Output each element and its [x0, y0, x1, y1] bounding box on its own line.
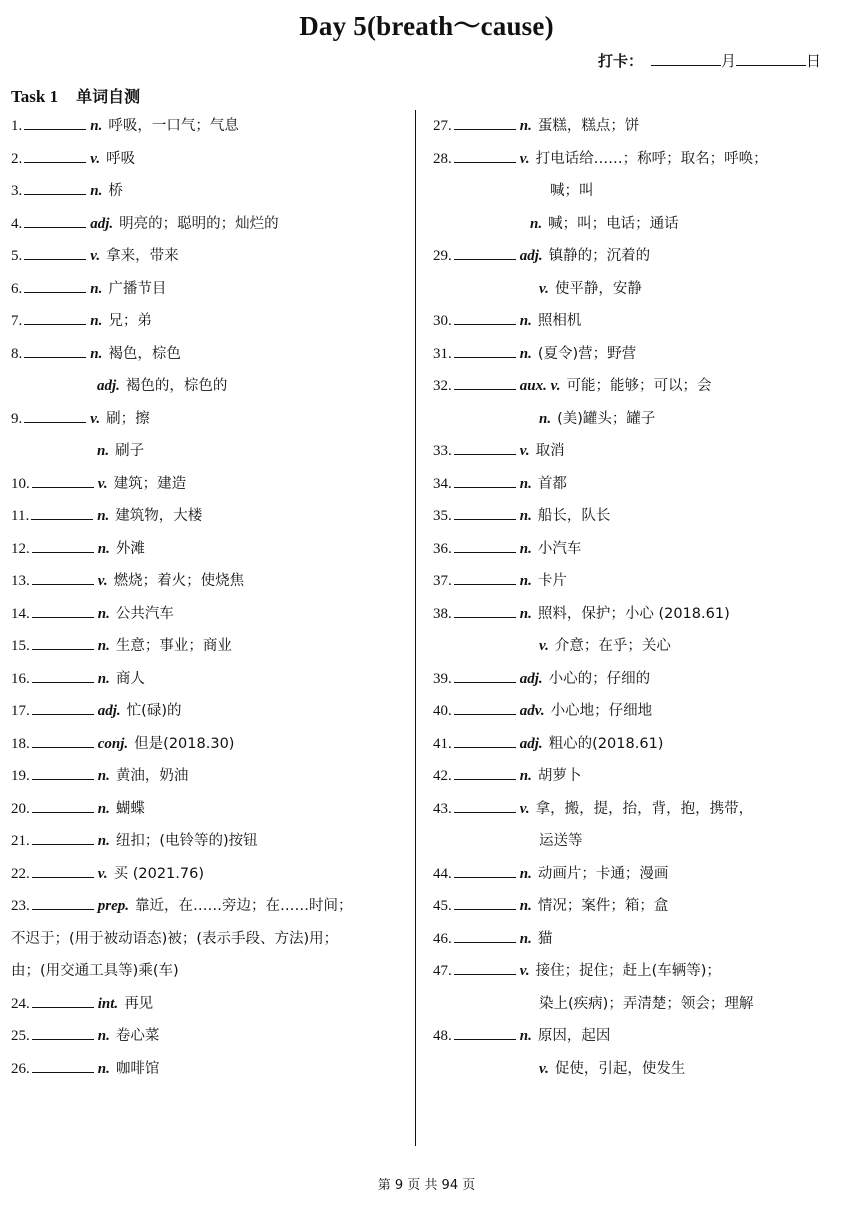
item-number: 25.	[11, 1028, 30, 1044]
part-of-speech: aux. v.	[519, 378, 561, 394]
item-number: 37.	[433, 573, 452, 589]
item-number: 16.	[11, 670, 30, 687]
meaning-text: 褐色，棕色	[108, 345, 181, 362]
vocab-line	[11, 468, 406, 501]
meaning-text: 打电话给……；称呼；取名；呼唤；	[535, 150, 768, 167]
item-number: 30.	[433, 313, 452, 329]
vocab-line	[11, 630, 406, 663]
vocab-line	[433, 890, 833, 923]
meaning-text: 褐色的，棕色的	[125, 378, 228, 394]
meaning-text: 刷；擦	[106, 410, 150, 427]
vocab-line	[11, 403, 406, 436]
meaning-text: 介意；在乎；关心	[554, 638, 671, 654]
answer-blank[interactable]	[454, 375, 516, 390]
part-of-speech: n.	[519, 865, 532, 882]
vocab-line	[11, 598, 406, 631]
vocab-line	[433, 663, 833, 696]
vocab-line	[11, 955, 406, 988]
part-of-speech: adj.	[519, 248, 543, 264]
vocab-line	[433, 630, 833, 663]
vocab-line	[11, 858, 406, 891]
meaning-text: 照相机	[537, 313, 582, 329]
vocab-line	[433, 793, 833, 826]
item-number: 46.	[433, 930, 452, 947]
meaning-text: 卷心菜	[115, 1028, 160, 1044]
part-of-speech: n.	[519, 768, 532, 784]
meaning-text: 照料，保护；小心 (2018.61)	[537, 605, 730, 622]
meaning-text: 纽扣；(电铃等的)按钮	[115, 833, 258, 849]
item-number: 26.	[11, 1060, 30, 1077]
vocab-line	[433, 403, 833, 436]
answer-blank[interactable]	[454, 863, 516, 878]
part-of-speech: conj.	[97, 735, 129, 752]
meaning-text: 燃烧；着火；使烧焦	[113, 573, 245, 589]
part-of-speech: v.	[519, 150, 530, 167]
vocab-line	[433, 273, 833, 306]
part-of-speech: v.	[97, 573, 108, 589]
vocab-line	[433, 825, 833, 858]
item-number: 42.	[433, 768, 452, 784]
part-of-speech: n.	[519, 1028, 532, 1044]
answer-blank[interactable]	[454, 928, 516, 943]
answer-blank[interactable]	[454, 115, 516, 130]
part-of-speech: n.	[90, 118, 103, 134]
item-number: 9.	[11, 410, 23, 427]
vocab-line	[11, 793, 406, 826]
meaning-text: 小心的；仔细的	[548, 670, 651, 687]
answer-blank[interactable]	[31, 505, 93, 520]
item-number: 4.	[11, 215, 23, 232]
item-number: 5.	[11, 248, 23, 264]
part-of-speech: n.	[97, 833, 110, 849]
vocab-line	[433, 208, 833, 241]
vocab-line	[11, 110, 406, 143]
vocab-line	[433, 468, 833, 501]
part-of-speech: n.	[90, 345, 103, 362]
task-heading	[11, 84, 140, 107]
meaning-text: 镇静的；沉着的	[548, 248, 651, 264]
day-blank[interactable]	[736, 65, 806, 66]
item-number: 3.	[11, 183, 23, 199]
answer-blank[interactable]	[24, 213, 86, 228]
checkin-line	[598, 50, 821, 71]
meaning-text: 刷子	[115, 443, 145, 459]
day-label: 日	[805, 52, 821, 70]
item-number: 19.	[11, 768, 30, 784]
meaning-text: 取消	[535, 443, 565, 459]
item-number: 13.	[11, 573, 30, 589]
item-number: 43.	[433, 800, 452, 817]
task-name: 单词自测	[76, 87, 141, 106]
part-of-speech: n.	[519, 898, 532, 914]
vocab-line	[433, 1020, 833, 1053]
item-number: 29.	[433, 248, 452, 264]
meaning-text: 喊；叫；电话；通话	[548, 215, 679, 232]
answer-blank[interactable]	[32, 700, 94, 715]
meaning-text: 外滩	[115, 540, 145, 557]
answer-blank[interactable]	[24, 278, 86, 293]
vocab-line	[11, 923, 406, 956]
vocab-line	[433, 143, 833, 176]
answer-blank[interactable]	[454, 440, 516, 455]
item-number: 2.	[11, 150, 23, 167]
part-of-speech: n.	[97, 540, 110, 557]
answer-blank[interactable]	[454, 570, 516, 585]
part-of-speech: v.	[519, 443, 530, 459]
item-number: 21.	[11, 833, 30, 849]
part-of-speech: n.	[90, 280, 103, 297]
answer-blank[interactable]	[32, 668, 94, 683]
answer-blank[interactable]	[32, 473, 94, 488]
meaning-text: 蛋糕，糕点；饼	[537, 118, 640, 134]
meaning-text: 建筑；建造	[113, 475, 187, 492]
answer-blank[interactable]	[454, 343, 516, 358]
vocab-line	[11, 273, 406, 306]
answer-blank[interactable]	[32, 765, 94, 780]
vocab-line	[433, 923, 833, 956]
answer-blank[interactable]	[454, 148, 516, 163]
part-of-speech: v.	[90, 150, 101, 167]
column-divider	[415, 110, 416, 1146]
part-of-speech: n.	[519, 540, 532, 557]
answer-blank[interactable]	[454, 1025, 516, 1040]
meaning-text: 呼吸	[106, 150, 136, 167]
answer-blank[interactable]	[32, 1025, 94, 1040]
vocab-line	[433, 240, 833, 273]
answer-blank[interactable]	[32, 798, 94, 813]
vocab-line	[11, 1020, 406, 1053]
meaning-text: 卡片	[537, 573, 567, 589]
meaning-text: 靠近，在……旁边；在……时间；	[135, 898, 353, 914]
meaning-text: 商人	[115, 670, 145, 687]
part-of-speech: n.	[97, 443, 110, 459]
meaning-text: 忙(碌)的	[126, 703, 182, 719]
answer-blank[interactable]	[454, 538, 516, 553]
answer-blank[interactable]	[24, 408, 86, 423]
meaning-text: 促使，引起，使发生	[554, 1060, 686, 1077]
part-of-speech: n.	[519, 475, 532, 492]
vocab-line	[11, 500, 406, 533]
meaning-text: 原因，起因	[537, 1028, 611, 1044]
item-number: 12.	[11, 540, 30, 557]
part-of-speech: n.	[97, 638, 110, 654]
part-of-speech: v.	[90, 248, 101, 264]
answer-blank[interactable]	[32, 830, 94, 845]
checkin-label: 打卡：	[597, 52, 643, 70]
answer-blank[interactable]	[24, 343, 86, 358]
answer-blank[interactable]	[32, 538, 94, 553]
part-of-speech: v.	[539, 638, 549, 654]
part-of-speech: int.	[97, 995, 119, 1012]
part-of-speech: n.	[519, 573, 532, 589]
part-of-speech: n.	[519, 508, 532, 524]
vocab-line	[433, 175, 833, 208]
item-number: 27.	[433, 118, 452, 134]
vocab-line	[11, 663, 406, 696]
answer-blank[interactable]	[32, 863, 94, 878]
right-column	[433, 110, 833, 1085]
vocab-line	[11, 370, 406, 403]
item-number: 39.	[433, 670, 452, 687]
part-of-speech: n.	[530, 215, 543, 232]
part-of-speech: adj.	[90, 215, 114, 232]
answer-blank[interactable]	[32, 570, 94, 585]
item-number: 45.	[433, 898, 452, 914]
answer-blank[interactable]	[454, 505, 516, 520]
vocab-line	[11, 305, 406, 338]
vocab-line	[433, 988, 833, 1021]
part-of-speech: v.	[539, 1060, 549, 1077]
answer-blank[interactable]	[24, 245, 86, 260]
item-number: 32.	[433, 378, 452, 394]
meaning-text: 明亮的；聪明的；灿烂的	[119, 215, 279, 232]
part-of-speech: n.	[97, 1028, 110, 1044]
answer-blank[interactable]	[454, 668, 516, 683]
item-number: 15.	[11, 638, 30, 654]
vocab-line	[433, 728, 833, 761]
meaning-text: 但是(2018.30)	[134, 735, 235, 752]
meaning-text: 呼吸，一口气；气息	[108, 118, 239, 134]
part-of-speech: v.	[539, 280, 549, 297]
item-number: 17.	[11, 703, 30, 719]
vocab-line	[11, 695, 406, 728]
answer-blank[interactable]	[454, 603, 516, 618]
meaning-text: 再见	[124, 995, 154, 1012]
vocab-line	[433, 1053, 833, 1086]
vocab-line	[11, 338, 406, 371]
meaning-text: 建筑物，大楼	[115, 508, 203, 524]
item-number: 33.	[433, 443, 452, 459]
meaning-text: 黄油，奶油	[115, 768, 189, 784]
vocab-line	[433, 858, 833, 891]
meaning-text: 喊；叫	[550, 183, 594, 199]
meaning-text: 猫	[537, 930, 553, 947]
answer-blank[interactable]	[24, 310, 86, 325]
answer-blank[interactable]	[24, 115, 86, 130]
part-of-speech: n.	[519, 345, 532, 362]
item-number: 1.	[11, 118, 23, 134]
item-number: 40.	[433, 703, 452, 719]
meaning-text: 胡萝卜	[537, 768, 582, 784]
meaning-text: (美)罐头；罐子	[557, 410, 656, 427]
part-of-speech: adj.	[97, 378, 120, 394]
vocab-line	[11, 175, 406, 208]
item-number: 47.	[433, 963, 452, 979]
vocab-line	[11, 1053, 406, 1086]
part-of-speech: n.	[97, 800, 110, 817]
vocab-line	[11, 143, 406, 176]
part-of-speech: n.	[90, 183, 103, 199]
answer-blank[interactable]	[32, 603, 94, 618]
item-number: 36.	[433, 540, 452, 557]
item-number: 22.	[11, 865, 30, 882]
part-of-speech: n.	[90, 313, 103, 329]
answer-blank[interactable]	[32, 993, 94, 1008]
part-of-speech: v.	[97, 475, 108, 492]
part-of-speech: n.	[97, 605, 110, 622]
meaning-text: 桥	[108, 183, 123, 199]
answer-blank[interactable]	[32, 733, 94, 748]
meaning-text: 兄；弟	[108, 313, 152, 329]
meaning-text: 拿来，带来	[106, 248, 179, 264]
answer-blank[interactable]	[32, 635, 94, 650]
meaning-text: 船长，队长	[537, 508, 611, 524]
answer-blank[interactable]	[454, 765, 516, 780]
meaning-text: 买 (2021.76)	[113, 865, 204, 882]
item-number: 31.	[433, 345, 452, 362]
left-column	[11, 110, 406, 1085]
item-number: 18.	[11, 735, 30, 752]
item-number: 34.	[433, 475, 452, 492]
part-of-speech: v.	[519, 963, 530, 979]
part-of-speech: adj.	[519, 670, 543, 687]
meaning-text: 生意；事业；商业	[115, 638, 232, 654]
answer-blank[interactable]	[24, 148, 86, 163]
answer-blank[interactable]	[454, 700, 516, 715]
meaning-text: 可能；能够；可以；会	[566, 378, 712, 394]
vocab-line	[433, 305, 833, 338]
item-number: 28.	[433, 150, 452, 167]
answer-blank[interactable]	[32, 1058, 94, 1073]
month-label: 月	[720, 52, 736, 70]
answer-blank[interactable]	[454, 245, 516, 260]
item-number: 48.	[433, 1028, 452, 1044]
part-of-speech: v.	[90, 410, 101, 427]
vocab-line	[433, 435, 833, 468]
meaning-text: 由；(用交通工具等)乘(车)	[11, 963, 179, 979]
vocab-line	[11, 533, 406, 566]
item-number: 10.	[11, 475, 30, 492]
vocab-line	[11, 988, 406, 1021]
part-of-speech: prep.	[97, 898, 129, 914]
part-of-speech: adj.	[519, 735, 543, 752]
part-of-speech: n.	[97, 670, 110, 687]
meaning-text: 小汽车	[537, 540, 582, 557]
part-of-speech: adj.	[97, 703, 121, 719]
item-number: 38.	[433, 605, 452, 622]
vocab-line	[433, 338, 833, 371]
meaning-text: 公共汽车	[115, 605, 174, 622]
vocab-line	[433, 110, 833, 143]
meaning-text: 运送等	[539, 833, 583, 849]
part-of-speech: adv.	[519, 703, 545, 719]
meaning-text: 小心地；仔细地	[550, 703, 653, 719]
item-number: 44.	[433, 865, 452, 882]
item-number: 8.	[11, 345, 23, 362]
item-number: 24.	[11, 995, 30, 1012]
item-number: 20.	[11, 800, 30, 817]
task-label: Task 1	[11, 87, 59, 106]
vocab-line	[11, 825, 406, 858]
part-of-speech: n.	[519, 118, 532, 134]
meaning-text: 使平静，安静	[554, 280, 642, 297]
item-number: 6.	[11, 280, 23, 297]
item-number: 41.	[433, 735, 452, 752]
item-number: 7.	[11, 313, 23, 329]
part-of-speech: n.	[519, 605, 532, 622]
part-of-speech: n.	[519, 313, 532, 329]
meaning-text: (夏令)营；野营	[537, 345, 637, 362]
meaning-text: 动画片；卡通；漫画	[537, 865, 669, 882]
vocab-line	[433, 565, 833, 598]
vocab-line	[433, 955, 833, 988]
vocab-line	[11, 208, 406, 241]
vocab-line	[433, 370, 833, 403]
page-title: Day 5(breath～cause)	[299, 11, 554, 41]
meaning-text: 拿，搬，提，抬，背，抱，携带，	[535, 800, 754, 817]
meaning-text: 接住；捉住；赶上(车辆等)；	[535, 963, 721, 979]
part-of-speech: n.	[97, 768, 110, 784]
item-number: 23.	[11, 898, 30, 914]
answer-blank[interactable]	[454, 960, 516, 975]
answer-blank[interactable]	[24, 180, 86, 195]
vocab-line	[433, 760, 833, 793]
item-number: 11.	[11, 508, 30, 524]
answer-blank[interactable]	[32, 895, 94, 910]
part-of-speech: v.	[519, 800, 530, 817]
answer-blank[interactable]	[454, 310, 516, 325]
month-blank[interactable]	[651, 65, 721, 66]
part-of-speech: n.	[97, 508, 110, 524]
part-of-speech: v.	[97, 865, 108, 882]
answer-blank[interactable]	[454, 798, 516, 813]
vocab-line	[433, 598, 833, 631]
meaning-text: 不迟于；(用于被动语态)被；(表示手段、方法)用；	[11, 930, 339, 947]
vocab-line	[11, 728, 406, 761]
vocab-line	[11, 435, 406, 468]
meaning-text: 咖啡馆	[115, 1060, 160, 1077]
part-of-speech: n.	[97, 1060, 110, 1077]
meaning-text: 情况；案件；箱；盒	[537, 898, 669, 914]
part-of-speech: n.	[539, 410, 552, 427]
meaning-text: 广播节目	[108, 280, 167, 297]
meaning-text: 染上(疾病)；弄清楚；领会；理解	[539, 995, 754, 1012]
item-number: 35.	[433, 508, 452, 524]
vocab-line	[433, 500, 833, 533]
meaning-text: 粗心的(2018.61)	[548, 735, 664, 752]
vocab-line	[433, 695, 833, 728]
vocab-line	[11, 565, 406, 598]
answer-blank[interactable]	[454, 473, 516, 488]
part-of-speech: n.	[519, 930, 532, 947]
vocab-line	[11, 890, 406, 923]
answer-blank[interactable]	[454, 733, 516, 748]
vocab-line	[11, 240, 406, 273]
meaning-text: 蝴蝶	[115, 800, 145, 817]
page-footer: 第 9 页 共 94 页	[377, 1178, 476, 1193]
item-number: 14.	[11, 605, 30, 622]
vocab-line	[433, 533, 833, 566]
meaning-text: 首都	[537, 475, 567, 492]
answer-blank[interactable]	[454, 895, 516, 910]
vocab-line	[11, 760, 406, 793]
